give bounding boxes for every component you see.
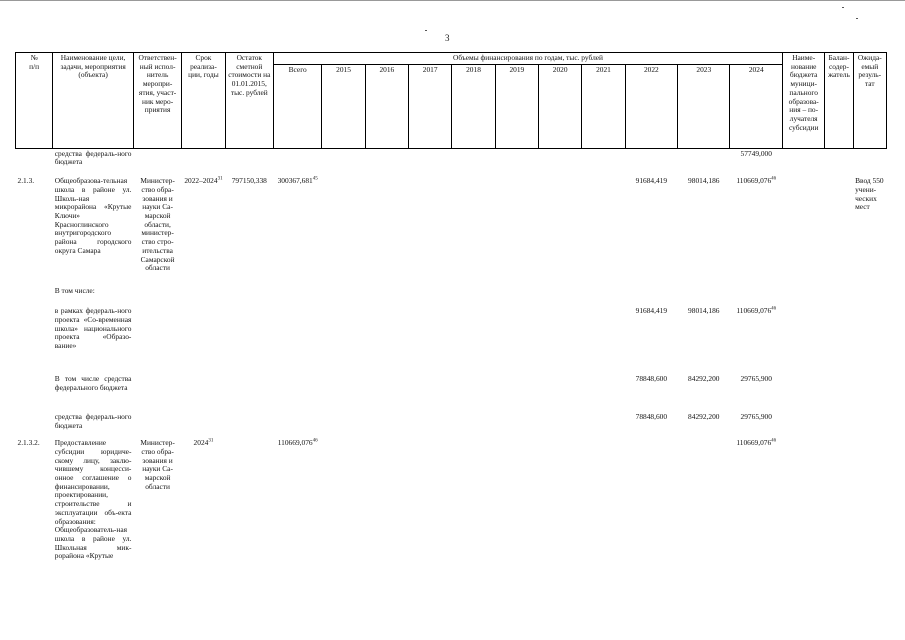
value-2023: 84292,200 bbox=[688, 374, 720, 384]
header-responsible: Ответствен-ный испол-нитель меропри-ятия, участ-ник меро-приятия bbox=[133, 53, 181, 149]
row-period: 2022–2024$^{31}$ bbox=[184, 176, 223, 186]
row-code: 2.1.3. bbox=[17, 176, 35, 186]
table-row bbox=[16, 176, 887, 286]
table-row bbox=[16, 374, 887, 412]
header-year-2021: 2021 bbox=[582, 64, 625, 148]
scan-speck bbox=[856, 18, 858, 19]
header-year-2020: 2020 bbox=[539, 64, 582, 148]
header-year-2022: 2022 bbox=[625, 64, 677, 148]
row-code: 2.1.3.2. bbox=[17, 438, 40, 448]
row-name: В том числе средства федерального бюджета bbox=[54, 374, 132, 392]
header-name: Наименование цели, задачи, мероприятия (объекта) bbox=[53, 53, 134, 149]
table-row bbox=[16, 306, 887, 374]
value-2024: 29765,900 bbox=[740, 374, 772, 384]
row-result: Ввод 550 учени-ческих мест bbox=[855, 176, 884, 212]
value-2024: 110669,076$^{46}$ bbox=[736, 306, 777, 316]
header-financing: Объемы финансирования по годам, тыс. рублей bbox=[273, 53, 782, 65]
value-2023: 84292,200 bbox=[688, 412, 720, 422]
header-holder: Балан-содер-жатель bbox=[825, 53, 853, 149]
header-year-2023: 2023 bbox=[678, 64, 730, 148]
row-name: средства федераль-ного бюджета bbox=[54, 412, 132, 430]
financing-table bbox=[15, 52, 887, 562]
row-responsible: Министер-ство обра-зования и науки Са-марской области bbox=[140, 438, 175, 491]
row-period: 2024$^{31}$ bbox=[193, 438, 214, 448]
header-result: Ожида-емый резуль-тат bbox=[853, 53, 886, 149]
value-2023: 98014,186 bbox=[688, 176, 720, 186]
header-num: № п/п bbox=[16, 53, 53, 149]
header-year-2024: 2024 bbox=[730, 64, 783, 148]
header-year-2016: 2016 bbox=[365, 64, 408, 148]
value-2024: 110669,076$^{46}$ bbox=[736, 438, 777, 448]
row-responsible: Министер-ство обра-зования и науки Са-марской области, министер-ство стро-ительства Самарской области bbox=[140, 176, 175, 273]
row-name: В том числе: bbox=[54, 286, 95, 296]
value-2024: 57749,000 bbox=[740, 148, 772, 158]
value-2024: 29765,900 bbox=[740, 412, 772, 422]
row-name: средства федераль-ного бюджета bbox=[54, 148, 132, 167]
value-total: 110669,076$^{46}$ bbox=[277, 438, 318, 448]
table-row bbox=[16, 148, 887, 176]
top-border-line bbox=[0, 0, 905, 1]
header-year-2019: 2019 bbox=[495, 64, 538, 148]
value-2022: 91684,419 bbox=[635, 176, 668, 186]
header-year-2015: 2015 bbox=[322, 64, 365, 148]
table-row bbox=[16, 412, 887, 438]
row-remainder: 797150,338 bbox=[231, 176, 267, 186]
header-period: Срок реализа-ции, годы bbox=[182, 53, 225, 149]
value-2022: 91684,419 bbox=[635, 306, 668, 316]
page-number: 3 bbox=[445, 33, 450, 43]
header-budget-name: Наиме-нование бюджета муници-пального образова-ния – по-лучателя субсидии bbox=[783, 53, 825, 149]
value-total: 300367,681$^{45}$ bbox=[277, 176, 318, 186]
row-name: Общеобразова-тельная школа в районе ул. Школь-ная микрорайона «Крутые Ключи» Красноглинского внутригородского района городского округа Самара bbox=[54, 176, 132, 255]
value-2024: 110669,076$^{46}$ bbox=[736, 176, 777, 186]
table-row bbox=[16, 438, 887, 562]
header-year-2017: 2017 bbox=[409, 64, 452, 148]
value-2022: 78848,600 bbox=[635, 374, 668, 384]
value-2022: 78848,600 bbox=[635, 412, 668, 422]
scan-speck bbox=[842, 7, 844, 8]
row-name: Предоставление субсидии юридиче-скому лицу, заклю-чившему концесси-онное соглашение о финансировании, проектировании, строительстве и эксплуатации объ-екта образования: Общеобразователь-ная школа в районе ул. Школьная мик-рорайона «Крутые bbox=[54, 438, 132, 561]
scan-speck bbox=[425, 30, 427, 31]
header-year-2018: 2018 bbox=[452, 64, 495, 148]
row-name: в рамках федераль-ного проекта «Со-временная школа» национального проекта «Образо-вание» bbox=[54, 306, 132, 351]
value-2023: 98014,186 bbox=[688, 306, 720, 316]
header-remainder: Остаток сметной стоимости на 01.01.2015, тыс. рублей bbox=[225, 53, 273, 149]
header-year-total: Всего bbox=[273, 64, 321, 148]
table-row bbox=[16, 286, 887, 306]
